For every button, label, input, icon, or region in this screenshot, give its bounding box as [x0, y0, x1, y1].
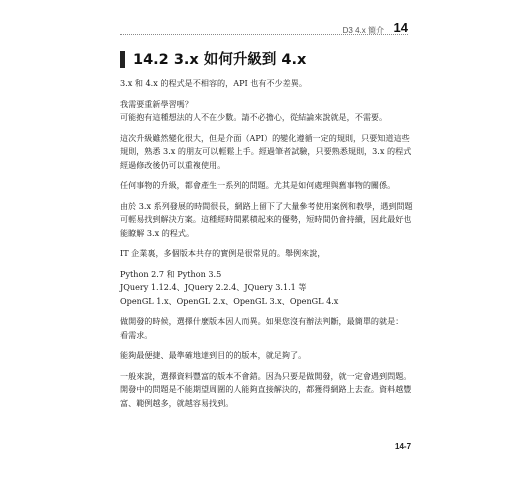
paragraph: 能夠最便捷、最準確地達到目的的版本，就足夠了。 — [120, 350, 307, 360]
paragraph: 這次升級雖然變化很大，但是介面（API）的變化遵循一定的規則，只要知道這些規則，熟悉 3.x 的朋友可以輕鬆上手。經過筆者試驗，只要熟悉規則，3.x 的程式經過修改後仍可以重複使用。 — [120, 132, 412, 170]
heading-marker — [120, 51, 125, 68]
list-item: JQuery 1.12.4、JQuery 2.2.4、JQuery 3.1.1 等 — [120, 282, 307, 292]
section-heading: 14.2 3.x 如何升級到 4.x — [133, 52, 307, 68]
running-head-page: 14 — [393, 20, 408, 35]
paragraph: 做開發的時候，選擇什麼版本因人而異。如果您沒有辦法判斷，最簡單的就是： — [120, 316, 404, 326]
paragraph: 我需要重新學習嗎？ — [120, 98, 193, 109]
paragraph: 任何事物的升級，都會產生一系列的問題。尤其是如何處理與舊事物的關係。 — [120, 180, 396, 190]
paragraph: IT 企業裏，多個版本共存的實例是很常見的。舉例來說， — [120, 248, 326, 258]
paragraph: 3.x 和 4.x 的程式是不相容的，API 也有不少差異。 — [120, 78, 307, 88]
body-text — [120, 77, 414, 417]
paragraph: 可能抱有這種想法的人不在少數。請不必擔心，從結論來說就是，不需要。 — [120, 112, 388, 122]
paragraph: 看需求。 — [120, 329, 153, 340]
list-item: OpenGL 1.x、OpenGL 2.x、OpenGL 3.x、OpenGL 4.x — [120, 295, 339, 306]
running-head-title: D3 4.x 簡介 — [342, 26, 384, 35]
list-item: Python 2.7 和 Python 3.5 — [120, 268, 222, 279]
paragraph: 一般來說，選擇資料豐富的版本不會錯。因為只要是做開發，就一定會遇到問題。開發中的問題是不能期望周圍的人能夠直接解決的，都獲得網路上去查。資料越豐富、範例越多，就越容易找到。 — [120, 370, 412, 408]
page-number: 14-7 — [395, 442, 412, 451]
paragraph: 由於 3.x 系列發展的時間很長，網路上留下了大量參考使用案例和教學，遇到問題可輕易找到解決方案。這種經時間累積起來的優勢，短時間仍會持續，因此最好也能瞭解 3.x 的程式。 — [120, 200, 413, 238]
